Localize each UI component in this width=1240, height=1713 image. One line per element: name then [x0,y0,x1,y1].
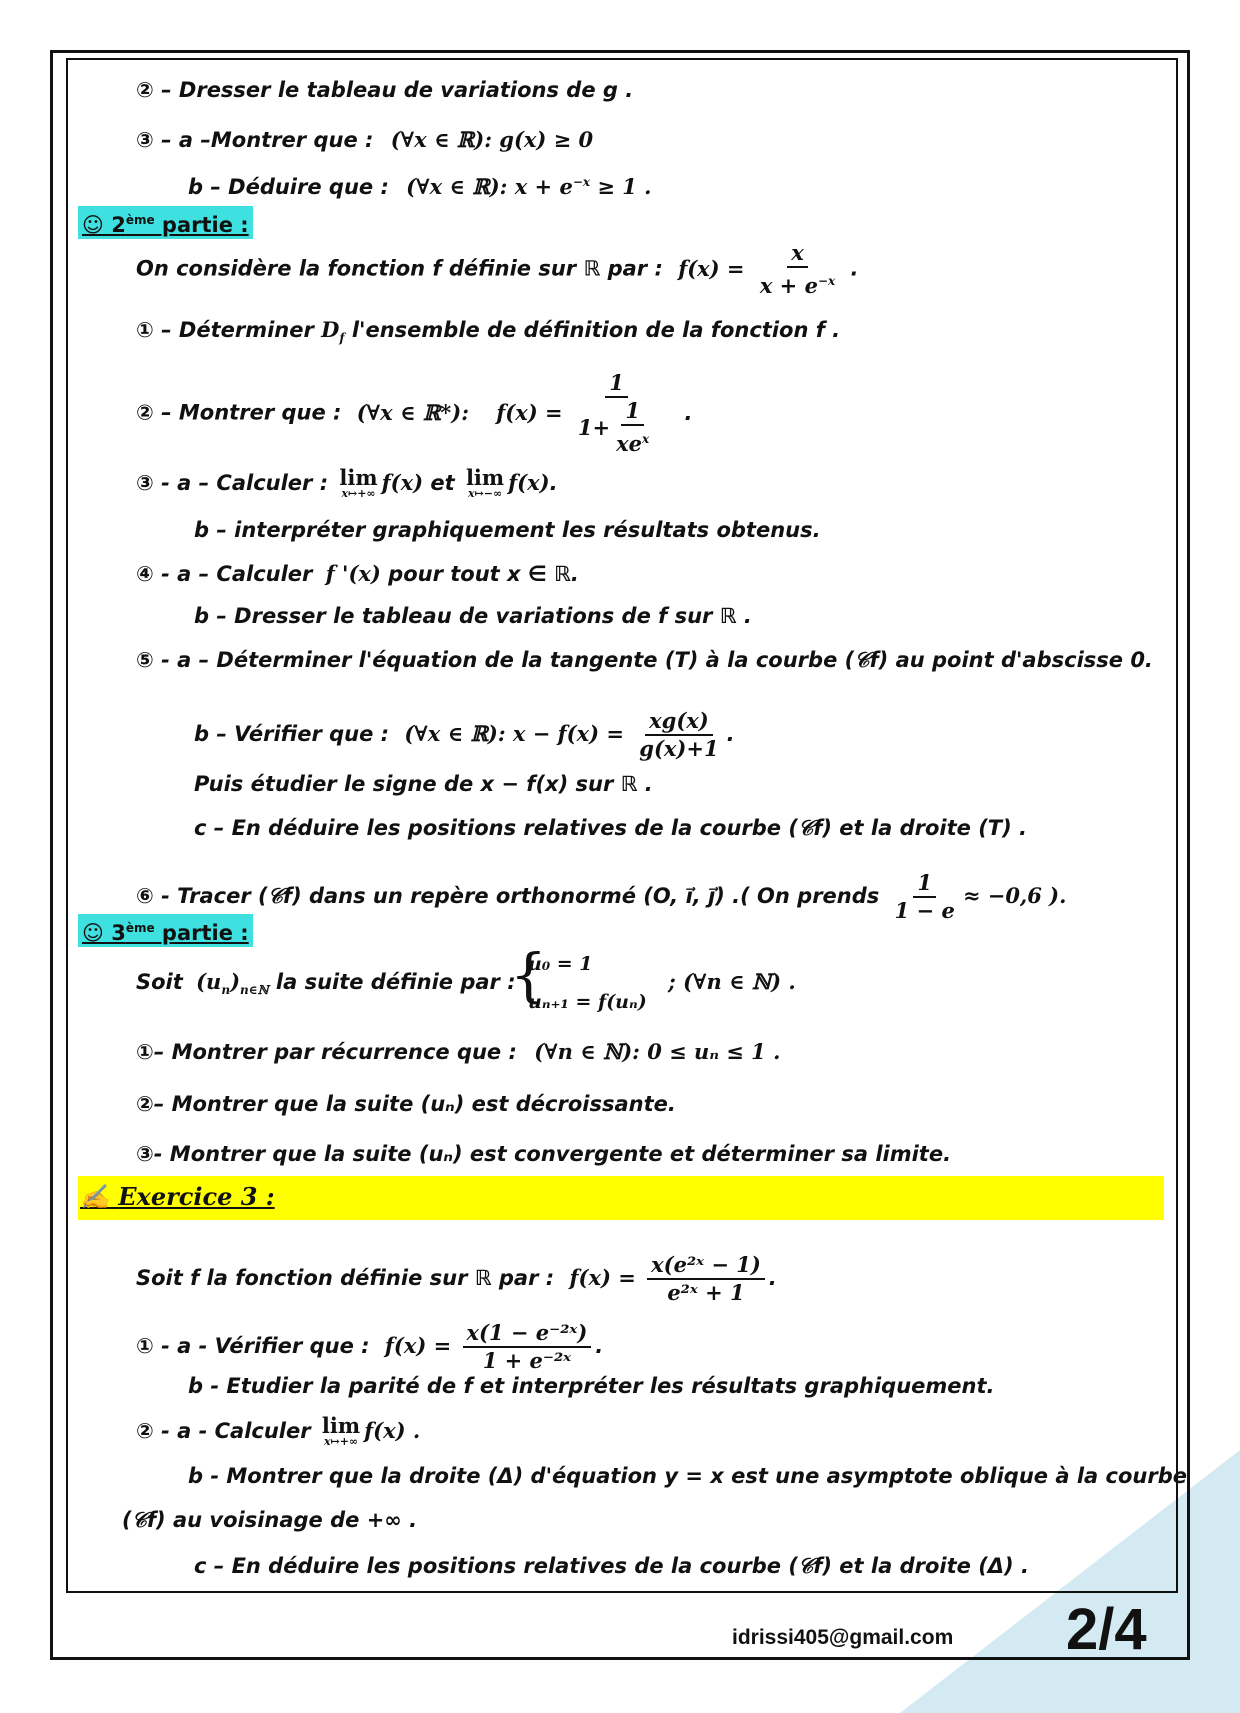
page-number: 2/4 [1066,1597,1147,1662]
partie2-heading-suffix: partie : [154,213,249,237]
ex3-q2c: c – En déduire les positions relatives de la courbe (𝒞f) et la droite (Δ) . [194,1554,1029,1578]
p1-q3b-end: ≥ 1 . [590,174,652,199]
p2-q3a-lim1: lim x↦+∞ [339,465,378,500]
p2-q4b: b – Dresser le tableau de variations de f sur ℝ . [194,604,752,628]
p2-q5b-fraction: $\frac{xg(x)}{g(x)+1}$ [639,708,719,761]
p2-q5c: c – En déduire les positions relatives de la courbe (𝒞f) et la droite (T) . [194,816,1027,840]
partie3-heading-suffix: partie : [154,921,249,945]
p2-q5b-sign: Puis étudier le signe de x − f(x) sur ℝ . [194,772,653,796]
p3-intro-b: la suite définie par : [275,970,516,994]
ex3-intro: Soit f la fonction définie sur ℝ par : f(x) = $\frac{\text{x(e²ˣ − 1)}}{\text{e²ˣ + 1}}$ . [136,1252,777,1305]
p2-q1-b: l'ensemble de définition de la fonction f . [351,318,841,342]
p1-q3b-exp: −x [572,175,591,189]
ex3-q2b-line2: (𝒞f) au voisinage de +∞ . [122,1508,418,1532]
p2-q4a-math: f '(x) [325,561,381,586]
p2-q3b: b – interpréter graphiquement les résultats obtenus. [194,518,821,542]
p2-q6 [136,870,1066,924]
ex3-q1a-text: ① - a - Vérifier que : [136,1334,370,1358]
p2-q3a-lim2: lim x↦−∞ [465,465,505,500]
partie2-heading [78,206,253,239]
ex3-intro-text: Soit f la fonction définie sur ℝ par : [136,1266,555,1290]
p3-intro [136,968,516,1004]
partie3-heading [78,914,253,947]
p3-system-line1: u₀ = 1 [528,953,593,975]
p1-q3a-math: (∀x ∈ ℝ): g(x) ≥ 0 [390,127,594,152]
p3-q1-text: ①– Montrer par récurrence que : [136,1040,517,1064]
p3-q3: ③- Montrer que la suite (uₙ) est convergente et déterminer sa limite. [136,1142,952,1166]
p3-q2: ②– Montrer que la suite (uₙ) est décroissante. [136,1092,676,1116]
p1-q2: ② – Dresser le tableau de variations de g . [136,78,634,102]
ex3-intro-fx: f(x) = [569,1265,636,1290]
p1-q3b [188,168,651,201]
p2-q5b-math: (∀x ∈ ℝ): x − f(x) = [404,721,624,746]
partie3-heading-prefix: ☺ 3 [82,921,126,945]
ex3-q1a-fraction: $\frac{\text{x(1 − e⁻²ˣ)}}{\text{1 + e⁻²ˣ}}$ [463,1320,592,1374]
p2-q3a-text: ③ - a – Calculer : [136,471,329,495]
p2-intro-den: $x + e^{-x}$ [759,273,836,298]
p2-q2-fraction [574,370,659,457]
partie3-heading-sup: ème [125,921,155,935]
ex3-intro-fraction: $\frac{\text{x(e²ˣ − 1)}}{\text{e²ˣ + 1}}$ [647,1252,765,1306]
ex3-q1a: ① - a - Vérifier que : f(x) = $\frac{\text{x(1 − e⁻²ˣ)}}{\text{1 + e⁻²ˣ}}$ . [136,1320,604,1373]
p2-q5b-text: b – Vérifier que : [194,722,390,746]
ex3-q2a-text: ② - a - Calculer [136,1419,311,1443]
p2-q2-num: 1 [605,370,628,398]
p2-q6-end: ≈ −0,6 ). [962,883,1067,908]
p3-system-line2: uₙ₊₁ = f(uₙ) [528,991,647,1013]
p2-q5b: b – Vérifier que : (∀x ∈ ℝ): x − f(x) = $\frac{xg(x)}{g(x)+1}$ . [194,708,735,761]
ex3-q1a-fx: f(x) = [384,1333,452,1358]
p2-q3a-fx1: f(x) [381,470,424,495]
p2-q2-text: ② – Montrer que : [136,400,342,425]
p2-intro: On considère la fonction f définie sur ℝ par : f(x) = $\frac{x}{x + e^{-x}}$ . [136,240,859,298]
p2-q2-fx: f(x) = [496,399,563,425]
p2-q2-den: 1+ $\frac{1}{xe^x}$ [577,398,650,456]
p2-q6-fraction: $\frac{1}{1 - e}$ [894,870,955,923]
pencil-icon: ✍ [80,1182,110,1211]
p2-intro-fraction [756,240,839,299]
p2-q6-text: ⑥ - Tracer (𝒞f) dans un repère orthonormé (O, i⃗, j⃗) .( On prends [136,884,880,908]
p2-intro-fx: f(x) = [678,255,745,281]
p2-q3a: ③ - a – Calculer : lim x↦+∞ f(x) et lim x↦−∞ f(x). [136,465,558,500]
p3-intro-un: $(u_n)_{n\in ℕ}$ [196,969,269,998]
p2-intro-num: x [787,240,808,268]
ex3-q2a-lim: lim x↦+∞ [321,1413,361,1448]
partie2-heading-sup: ème [125,213,155,227]
p2-q4a [136,560,579,588]
ex3-q1b: b - Etudier la parité de f et interpréter les résultats graphiquement. [188,1374,995,1398]
p2-q5a: ⑤ - a – Déterminer l'équation de la tangente (T) à la courbe (𝒞f) au point d'abscisse 0. [136,648,1153,672]
p2-q4a-end: pour tout x ∈ ℝ. [380,562,579,586]
p2-q1-a: ① – Déterminer [136,318,314,342]
p3-q1 [136,1038,780,1066]
p2-q3a-and: et [423,471,462,495]
p3-intro-end: ; (∀n ∈ ℕ) . [668,969,796,994]
partie2-heading-prefix: ☺ 2 [82,213,126,237]
p2-q2-math: (∀x ∈ ℝ*): [356,399,469,425]
p1-q3b-text: b – Déduire que : [188,175,389,199]
ex3-q2b-line1: b - Montrer que la droite (Δ) d'équation y = x est une asymptote oblique à la courbe [188,1464,1187,1488]
exercise3-title: ✍ Exercice 3 : [80,1182,275,1211]
p2-intro-text: On considère la fonction f définie sur ℝ par : [136,256,663,281]
p2-q3a-fx2: f(x) [508,470,550,495]
p2-q2: ② – Montrer que : (∀x ∈ ℝ*): f(x) = 1 1+ $\frac{1}{xe^x}$ . [136,370,693,456]
p2-q4a-text: ④ - a – Calculer [136,562,313,586]
p3-system-brace: { [510,941,547,1009]
p1-q3b-math: (∀x ∈ ℝ): x + e [406,174,573,199]
footer-email: idrissi405@gmail.com [732,1626,954,1649]
p1-q3a [136,126,593,154]
p2-q1 [136,316,840,352]
p2-q1-df: $D_f$ [321,317,345,346]
ex3-q2a-fx: f(x) . [364,1418,421,1443]
p1-q3a-text: ③ – a –Montrer que : [136,128,374,152]
ex3-q2a [136,1413,421,1448]
p3-intro-a: Soit [136,970,183,994]
p3-q1-math: (∀n ∈ ℕ): 0 ≤ uₙ ≤ 1 . [534,1039,781,1064]
